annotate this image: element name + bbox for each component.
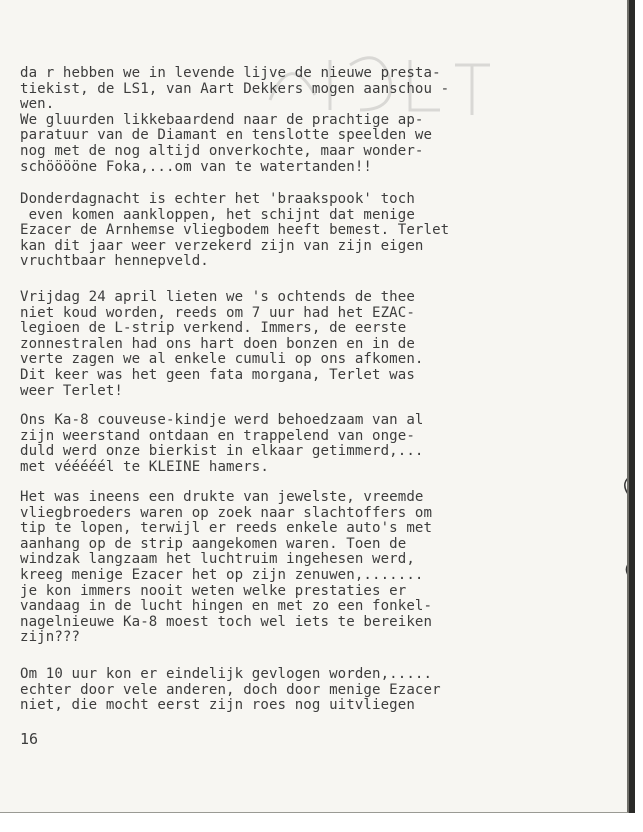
- paragraph-5: Het was ineens een drukte van jewelste, vreemde vliegbroeders waren op zoek naar slachtoffers om tip te lopen, terwijl er reeds enkele auto's met aanhang op de strip aangekomen waren. Toen de windzak langzaam het luchtruim ingehesen werd, kreeg menige Ezacer het op zijn zenuwen,....... je kon immers nooit weten welke prestaties er vandaag in de lucht hingen en met zo een fonkel- nagelnieuwe Ka-8 moest toch wel iets te bereiken zijn???: [20, 489, 433, 646]
- paragraph-2: Donderdagnacht is echter het 'braakspook' toch even komen aankloppen, het schijnt dat menige Ezacer de Arnhemse vliegbodem heeft bemest. Terlet kan dit jaar weer verzekerd zijn van zijn eigen vruchtbaar hennepveld.: [20, 191, 450, 270]
- page-number: 16: [20, 730, 39, 748]
- paragraph-4: Ons Ka-8 couveuse-kindje werd behoedzaam van al zijn weerstand ontdaan en trappelend van onge- duld werd onze bierkist in elkaar getimmerd,... met vééééél te KLEINE hamers.: [20, 412, 424, 475]
- paragraph-1: da r hebben we in levende lijve de nieuwe presta- tiekist, de LS1, van Aart Dekkers mogen aanschou - wen. We gluurden likkebaardend naar de prachtige ap- paratuur van de Diamant en tenslotte speelden we nog met de nog altijd onverkochte, maar wonder- schööööne Foka,...om van te watertanden!!: [20, 65, 450, 175]
- paragraph-3: Vrijdag 24 april lieten we 's ochtends de thee niet koud worden, reeds om 7 uur had het EZAC- legioen de L-strip verkend. Immers, de eerste zonnestralen had ons hart doen bonzen en in de verte zagen we al enkele cumuli op ons afkomen. Dit keer was het geen fata morgana, Terlet was weer Terlet!: [20, 289, 424, 399]
- binding-hole-marks: [612, 470, 629, 610]
- paragraph-6: Om 10 uur kon er eindelijk gevlogen worden,..... echter door vele anderen, doch door menige Ezacer niet, die mocht eerst zijn roes nog uitvliegen: [20, 666, 441, 714]
